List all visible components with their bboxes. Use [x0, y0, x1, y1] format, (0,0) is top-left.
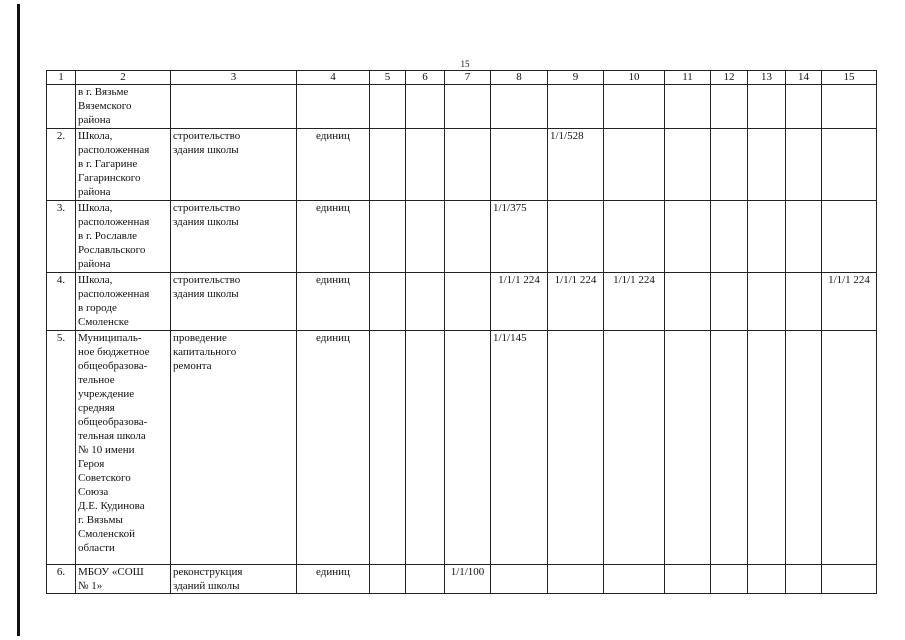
column-header: 13 [748, 71, 786, 85]
column-header: 14 [786, 71, 822, 85]
column-header: 3 [171, 71, 297, 85]
column-header: 9 [548, 71, 604, 85]
unit: единиц [297, 331, 370, 565]
cell-col-15: 1/1/1 224 [822, 273, 877, 331]
cell-col-9 [548, 85, 604, 129]
cell-col-10 [604, 201, 665, 273]
work-type: строительство здания школы [171, 129, 297, 201]
work-type: проведение капитального ремонта [171, 331, 297, 565]
cell-col-7: 1/1/100 [445, 565, 491, 594]
cell-col-5 [370, 331, 406, 565]
cell-col-14 [786, 331, 822, 565]
cell-col-10 [604, 85, 665, 129]
cell-col-10 [604, 129, 665, 201]
cell-col-14 [786, 201, 822, 273]
column-header: 11 [665, 71, 711, 85]
cell-col-13 [748, 201, 786, 273]
cell-col-12 [711, 85, 748, 129]
cell-col-8 [491, 85, 548, 129]
cell-col-12 [711, 273, 748, 331]
column-header: 4 [297, 71, 370, 85]
cell-col-10 [604, 331, 665, 565]
row-number [47, 85, 76, 129]
cell-col-11 [665, 129, 711, 201]
cell-col-8: 1/1/145 [491, 331, 548, 565]
cell-col-15 [822, 85, 877, 129]
cell-col-12 [711, 565, 748, 594]
cell-col-14 [786, 129, 822, 201]
column-header: 6 [406, 71, 445, 85]
cell-col-14 [786, 273, 822, 331]
unit: единиц [297, 201, 370, 273]
work-type: строительство здания школы [171, 201, 297, 273]
header-row [47, 71, 877, 85]
cell-col-13 [748, 331, 786, 565]
cell-col-6 [406, 129, 445, 201]
cell-col-10 [604, 565, 665, 594]
cell-col-15 [822, 331, 877, 565]
row-number: 6. [47, 565, 76, 594]
cell-col-8 [491, 565, 548, 594]
cell-col-7 [445, 129, 491, 201]
table-row [47, 331, 877, 565]
unit: единиц [297, 129, 370, 201]
table-row [47, 565, 877, 594]
work-type: строительство здания школы [171, 273, 297, 331]
cell-col-9 [548, 331, 604, 565]
cell-col-11 [665, 201, 711, 273]
cell-col-9: 1/1/1 224 [548, 273, 604, 331]
object-name: Муниципаль- ное бюджетное общеобразова- тельное учреждение средняя общеобразова- тельная школа № 10 имени Героя Советского Союза Д.Е. Кудинова г. Вязьмы Смоленской области [76, 331, 171, 565]
object-name: МБОУ «СОШ № 1» [76, 565, 171, 594]
binding-bar [17, 4, 20, 636]
object-name: Школа, расположенная в городе Смоленске [76, 273, 171, 331]
work-type: реконструкция зданий школы [171, 565, 297, 594]
cell-col-8: 1/1/1 224 [491, 273, 548, 331]
cell-col-12 [711, 129, 748, 201]
row-number: 3. [47, 201, 76, 273]
cell-col-7 [445, 201, 491, 273]
cell-col-6 [406, 331, 445, 565]
cell-col-15 [822, 201, 877, 273]
cell-col-9 [548, 565, 604, 594]
unit [297, 85, 370, 129]
column-header: 5 [370, 71, 406, 85]
table-row [47, 129, 877, 201]
cell-col-13 [748, 129, 786, 201]
column-header: 7 [445, 71, 491, 85]
cell-col-5 [370, 129, 406, 201]
unit: единиц [297, 565, 370, 594]
cell-col-11 [665, 565, 711, 594]
page-number: 15 [460, 59, 470, 69]
row-number: 2. [47, 129, 76, 201]
column-header: 12 [711, 71, 748, 85]
cell-col-7 [445, 273, 491, 331]
table-row [47, 85, 877, 129]
column-header: 8 [491, 71, 548, 85]
cell-col-15 [822, 565, 877, 594]
cell-col-11 [665, 273, 711, 331]
cell-col-10: 1/1/1 224 [604, 273, 665, 331]
cell-col-12 [711, 331, 748, 565]
cell-col-13 [748, 273, 786, 331]
cell-col-5 [370, 273, 406, 331]
column-header: 10 [604, 71, 665, 85]
cell-col-5 [370, 85, 406, 129]
row-number: 4. [47, 273, 76, 331]
cell-col-9 [548, 201, 604, 273]
column-header: 1 [47, 71, 76, 85]
cell-col-14 [786, 85, 822, 129]
row-number: 5. [47, 331, 76, 565]
table-row [47, 273, 877, 331]
cell-col-8: 1/1/375 [491, 201, 548, 273]
column-header: 2 [76, 71, 171, 85]
cell-col-13 [748, 565, 786, 594]
cell-col-5 [370, 201, 406, 273]
cell-col-6 [406, 273, 445, 331]
cell-col-7 [445, 85, 491, 129]
cell-col-13 [748, 85, 786, 129]
cell-col-9: 1/1/528 [548, 129, 604, 201]
work-type [171, 85, 297, 129]
object-name: в г. Вязьме Вяземского района [76, 85, 171, 129]
cell-col-8 [491, 129, 548, 201]
cell-col-15 [822, 129, 877, 201]
object-name: Школа, расположенная в г. Гагарине Гагаринского района [76, 129, 171, 201]
cell-col-12 [711, 201, 748, 273]
cell-col-6 [406, 85, 445, 129]
unit: единиц [297, 273, 370, 331]
cell-col-6 [406, 201, 445, 273]
column-header: 15 [822, 71, 877, 85]
cell-col-5 [370, 565, 406, 594]
data-table [46, 70, 877, 594]
cell-col-11 [665, 331, 711, 565]
table-row [47, 201, 877, 273]
object-name: Школа, расположенная в г. Рославле Рославльского района [76, 201, 171, 273]
cell-col-6 [406, 565, 445, 594]
cell-col-14 [786, 565, 822, 594]
cell-col-11 [665, 85, 711, 129]
cell-col-7 [445, 331, 491, 565]
